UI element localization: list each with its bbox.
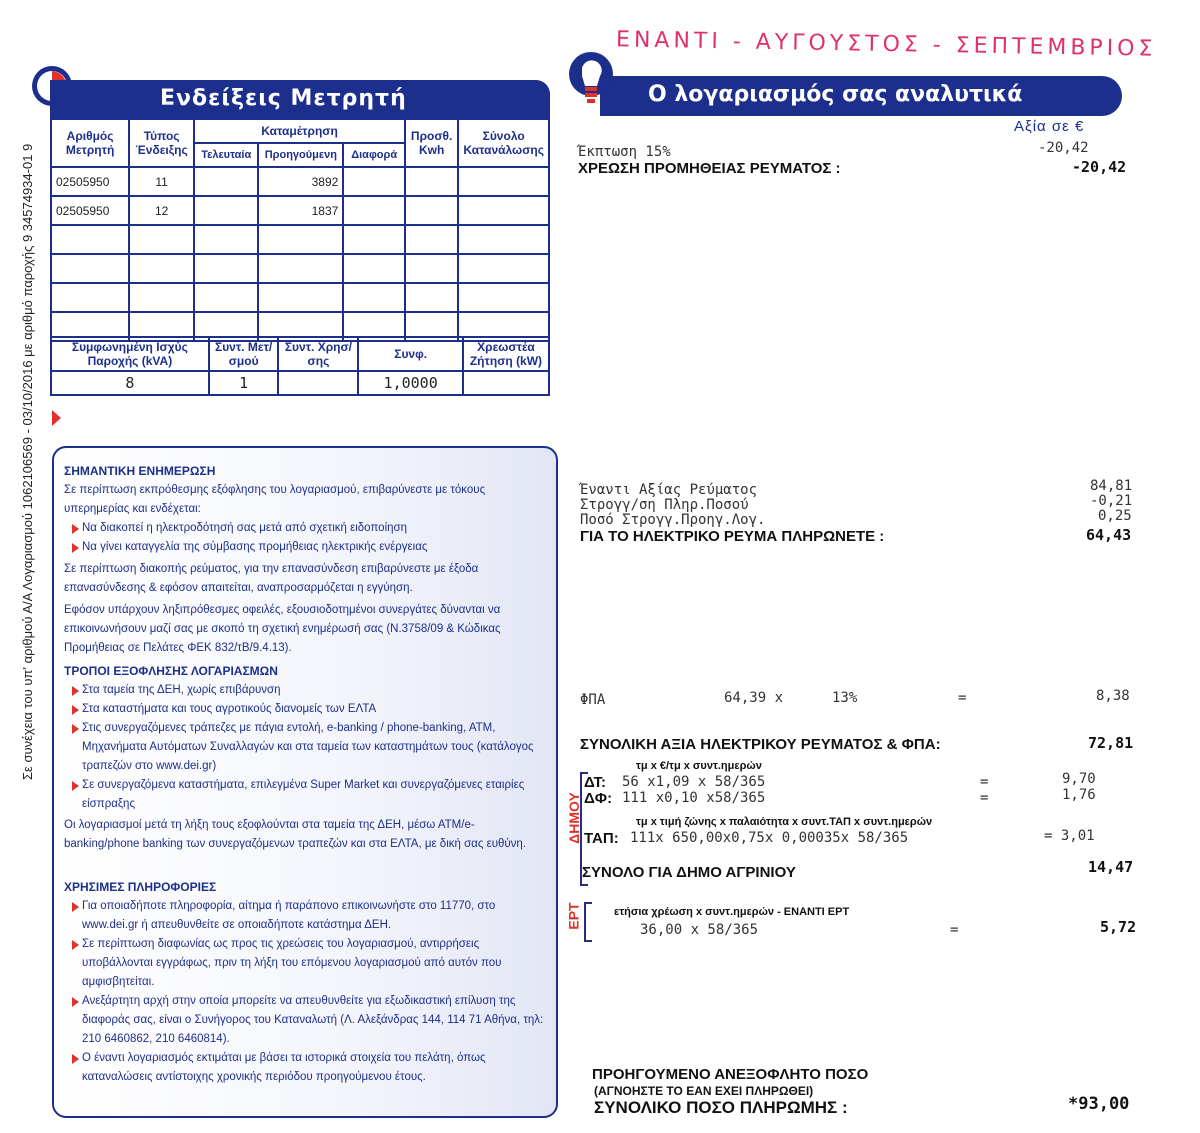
col-meter-coef: Συντ. Μετ/σμού bbox=[209, 337, 279, 371]
cell-total bbox=[458, 225, 549, 254]
table-row bbox=[51, 167, 549, 196]
supply-charge-value: -20,42 bbox=[1072, 158, 1127, 176]
ert-bracket bbox=[584, 902, 592, 942]
info-heading-important: ΣΗΜΑΝΤΙΚΗ ΕΝΗΜΕΡΩΣΗ bbox=[64, 464, 216, 478]
cell-previous bbox=[258, 283, 343, 312]
info-bullet: Ανεξάρτητη αρχή στην οποία μπορείτε να απευθυνθείτε για εξωδικαστική επίλυση της διαφοράς σας, είναι ο Συνήγορος του Καταναλωτή (Λ. Αλεξάνδρας 144, 114 71 Αθήνα, τηλ: 210 6460862, 210 6460814). bbox=[64, 992, 544, 1049]
meter-coef-value: 1 bbox=[209, 371, 279, 395]
col-added-kwh: Προσθ. Kwh bbox=[405, 119, 458, 167]
vertical-account-strip: Σε συνέχεια του υπ' αριθμού Α/Α Λογαριασμού 1062106569 - 03/10/2016 με αριθμό παροχής 9 34574934-01 9 bbox=[20, 143, 35, 780]
ert-equals: = bbox=[950, 922, 959, 938]
cell-previous: 3892 bbox=[258, 167, 343, 196]
meter-title: Ενδείξεις Μετρητή bbox=[160, 86, 407, 111]
info-paragraph: Εφόσον υπάρχουν ληξιπρόθεσμες οφειλές, εξουσιοδοτημένοι συνεργάτες δύνανται να επικοινωνήσουν μαζί σας με σκοπό τη σχετική ενημέρωσή σας (Ν.3758/09 & Κώδικας Προμήθειας σε Πελάτες ΦΕΚ 832/τΒ/9.4.13). bbox=[64, 604, 501, 654]
cell-difference bbox=[343, 225, 405, 254]
vat-rate: 13% bbox=[832, 690, 858, 706]
info-bullet: Σε συνεργαζόμενα καταστήματα, επιλεγμένα Super Market και συνεργαζόμενες εταιρίες είσπραξης bbox=[64, 776, 544, 814]
cell-added bbox=[405, 167, 458, 196]
col-measurement: Καταμέτρηση bbox=[194, 119, 405, 143]
dt-formula: 56 x1,09 x 58/365 bbox=[622, 774, 766, 790]
info-paragraph: Σε περίπτωση εκπρόθεσμης εξόφλησης του λογαριασμού, επιβαρύνεστε με τόκους υπερημερίας και ενδέχεται: bbox=[64, 484, 486, 515]
meter-supply-table bbox=[50, 336, 550, 396]
info-paragraph: Οι λογαριασμοί μετά τη λήξη τους εξοφλούνται στα ταμεία της ΔΕΗ, μέσω ΑΤΜ/e-banking/phone banking των συνεργαζόμενων τραπεζών και στα ΕΛΤΑ, με δική σας ευθύνη. bbox=[64, 819, 527, 850]
municipality-total-label: ΣΥΝΟΛΟ ΓΙΑ ΔΗΜΟ ΑΓΡΙΝΙΟΥ bbox=[582, 864, 796, 881]
col-power: Συμφωνημένη Ισχύς Παροχής (kVA) bbox=[51, 337, 209, 371]
info-heading-useful: ΧΡΗΣΙΜΕΣ ΠΛΗΡΟΦΟΡΙΕΣ bbox=[64, 880, 217, 894]
cell-total bbox=[458, 254, 549, 283]
dt-header: τμ x €/τμ x συντ.ημερών bbox=[636, 760, 762, 772]
municipality-total-value: 14,47 bbox=[1088, 858, 1134, 876]
cell-previous bbox=[258, 225, 343, 254]
cell-total bbox=[458, 167, 549, 196]
df-label: ΔΦ: bbox=[584, 790, 613, 807]
cell-difference bbox=[343, 167, 405, 196]
cell-last bbox=[194, 283, 258, 312]
ert-sideword: ΕΡΤ bbox=[565, 902, 582, 930]
col-usage-coef: Συντ. Χρησ/σης bbox=[278, 337, 358, 371]
cell-previous: 1837 bbox=[258, 196, 343, 225]
vat-equals: = bbox=[958, 690, 967, 706]
lightbulb-icon bbox=[566, 50, 616, 120]
col-meter-no: Αριθμός Μετρητή bbox=[51, 119, 129, 167]
tap-header: τμ x τιμή ζώνης x παλαιότητα x συντ.ΤΑΠ x συντ.ημερών bbox=[636, 816, 933, 828]
dt-label: ΔΤ: bbox=[584, 774, 607, 791]
grand-total-value: *93,00 bbox=[1068, 1094, 1130, 1114]
info-section-important bbox=[64, 462, 544, 557]
dt-value: 9,70 bbox=[1062, 771, 1096, 787]
cell-difference bbox=[343, 283, 405, 312]
power-value: 8 bbox=[51, 371, 209, 395]
value-header: Αξία σε € bbox=[1014, 118, 1085, 135]
df-value: 1,76 bbox=[1062, 787, 1096, 803]
cell-last bbox=[194, 167, 258, 196]
info-bullet: Σε περίπτωση διαφωνίας ως προς τις χρεώσεις του λογαριασμού, αντιρρήσεις υποβάλλονται εγγράφως, πριν τη λήξη του επόμενου λογαριασμού από αυτόν που αμφισβητείται. bbox=[64, 935, 544, 992]
vat-base: 64,39 x bbox=[724, 690, 784, 706]
col-difference: Διαφορά bbox=[343, 143, 405, 167]
info-section-useful bbox=[64, 878, 544, 1087]
tap-formula: 111x 650,00x0,75x 0,00035x 58/365 bbox=[630, 830, 909, 846]
round-value: -0,21 bbox=[1090, 493, 1133, 509]
dt-equals: = bbox=[980, 774, 989, 790]
ert-header: ετήσια χρέωση x συντ.ημερών - ΕΝΑΝΤΙ ΕΡΤ bbox=[614, 906, 850, 918]
cell-added bbox=[405, 196, 458, 225]
info-bullet: Στα καταστήματα και τους αγροτικούς διανομείς των ΕΛΤΑ bbox=[64, 700, 544, 719]
tap-value: = 3,01 bbox=[1044, 828, 1095, 844]
prev-unpaid-label: ΠΡΟΗΓΟΥΜΕΝΟ ΑΝΕΞΟΦΛΗΤΟ ΠΟΣΟ bbox=[592, 1066, 869, 1083]
advance-value: 84,81 bbox=[1090, 478, 1133, 494]
usage-coef-value bbox=[278, 371, 358, 395]
electricity-pay-label: ΓΙΑ ΤΟ ΗΛΕΚΤΡΙΚΟ ΡΕΥΜΑ ΠΛΗΡΩΝΕΤΕ : bbox=[580, 528, 885, 545]
cell-last bbox=[194, 196, 258, 225]
handwritten-note: ΕΝΑΝΤΙ - ΑΥΓΟΥΣΤΟΣ - ΣΕΠΤΕΜΒΡΙΟΣ bbox=[615, 27, 1157, 62]
table-row bbox=[51, 254, 549, 283]
cell-meter-no: 02505950 bbox=[51, 196, 129, 225]
cell-type: 12 bbox=[129, 196, 194, 225]
col-reading-type: Τύπος Ένδειξης bbox=[129, 119, 194, 167]
municipality-sideword: ΔΗΜΟΥ bbox=[565, 792, 582, 844]
prev-round-value: 0,25 bbox=[1098, 508, 1132, 524]
info-paragraph: Σε περίπτωση διακοπής ρεύματος, για την επανασύνδεση επιβαρύνεστε με έξοδα επανασύνδεσης & εφόσον απαιτείται, αναπροσαρμόζεται η εγγύηση. bbox=[64, 563, 479, 594]
cell-added bbox=[405, 254, 458, 283]
vat-label: ΦΠΑ bbox=[580, 692, 606, 708]
vat-value: 8,38 bbox=[1096, 688, 1130, 704]
cell-difference bbox=[343, 196, 405, 225]
df-formula: 111 x0,10 x58/365 bbox=[622, 790, 766, 806]
table-row bbox=[51, 225, 549, 254]
info-section-payment bbox=[64, 662, 544, 814]
total-elec-value: 72,81 bbox=[1088, 734, 1134, 752]
col-total-consumption: Σύνολο Κατανάλωσης bbox=[458, 119, 549, 167]
cell-added bbox=[405, 283, 458, 312]
cell-meter-no bbox=[51, 254, 129, 283]
cell-type bbox=[129, 225, 194, 254]
cell-last bbox=[194, 254, 258, 283]
info-bullet: Ο έναντι λογαριασμός εκτιμάται με βάσει τα ιστορικά στοιχεία του πελάτη, όπως καταναλώσεις αντίστοιχης χρονικής περιόδου προηγούμενου έτους. bbox=[64, 1049, 544, 1087]
prev-unpaid-note: (ΑΓΝΟΗΣΤΕ ΤΟ ΕΑΝ ΕΧΕΙ ΠΛΗΡΩΘΕΙ) bbox=[594, 1084, 814, 1098]
grand-total-label: ΣΥΝΟΛΙΚΟ ΠΟΣΟ ΠΛΗΡΩΜΗΣ : bbox=[594, 1098, 848, 1117]
cell-previous bbox=[258, 254, 343, 283]
col-previous: Προηγούμενη bbox=[258, 143, 343, 167]
col-cosphi: Συνφ. bbox=[358, 337, 463, 371]
table-row bbox=[51, 196, 549, 225]
cell-difference bbox=[343, 254, 405, 283]
info-bullet: Να γίνει καταγγελία της σύμβασης προμήθειας ηλεκτρικής ενέργειας bbox=[64, 538, 544, 557]
advance-label: Έναντι Αξίας Ρεύματος bbox=[580, 482, 758, 498]
red-arrow-icon bbox=[52, 410, 61, 426]
cell-type bbox=[129, 254, 194, 283]
col-demand: Χρεωστέα Ζήτηση (kW) bbox=[463, 337, 549, 371]
info-bullet: Για οποιαδήποτε πληροφορία, αίτημα ή παράπονο επικοινωνήστε στο 11770, στο www.dei.gr ή απευθυνθείτε σε οποιαδήποτε κατάστημα ΔΕΗ. bbox=[64, 897, 544, 935]
electricity-pay-value: 64,43 bbox=[1086, 526, 1132, 544]
info-bullet: Στις συνεργαζόμενες τράπεζες με πάγια εντολή, e-banking / phone-banking, ATM, Μηχανήματα Αυτόματων Συναλλαγών και στα ταμεία των καταστημάτων τους (κατάλογος τραπεζών στο www.dei.gr) bbox=[64, 719, 544, 776]
discount-label: Έκπτωση 15% bbox=[578, 144, 671, 160]
cell-meter-no bbox=[51, 225, 129, 254]
meter-readings-table bbox=[50, 118, 550, 342]
cell-type: 11 bbox=[129, 167, 194, 196]
total-elec-label: ΣΥΝΟΛΙΚΗ ΑΞΙΑ ΗΛΕΚΤΡΙΚΟΥ ΡΕΥΜΑΤΟΣ & ΦΠΑ: bbox=[580, 736, 941, 753]
info-bullet: Να διακοπεί η ηλεκτροδότησή σας μετά από σχετική ειδοποίηση bbox=[64, 519, 544, 538]
cell-added bbox=[405, 225, 458, 254]
cosphi-value: 1,0000 bbox=[358, 371, 463, 395]
df-equals: = bbox=[980, 790, 989, 806]
demand-value bbox=[463, 371, 549, 395]
table-row bbox=[51, 283, 549, 312]
cell-meter-no bbox=[51, 283, 129, 312]
info-heading-payment: ΤΡΟΠΟΙ ΕΞΟΦΛΗΣΗΣ ΛΟΓΑΡΙΑΣΜΩΝ bbox=[64, 664, 278, 678]
ert-formula: 36,00 x 58/365 bbox=[640, 922, 759, 938]
tap-label: ΤΑΠ: bbox=[584, 830, 619, 847]
cell-total bbox=[458, 283, 549, 312]
cell-last bbox=[194, 225, 258, 254]
bill-title: Ο λογαριασμός σας αναλυτικά bbox=[648, 82, 1023, 107]
cell-meter-no: 02505950 bbox=[51, 167, 129, 196]
cell-total bbox=[458, 196, 549, 225]
supply-charge-label: ΧΡΕΩΣΗ ΠΡΟΜΗΘΕΙΑΣ ΡΕΥΜΑΤΟΣ : bbox=[578, 160, 841, 177]
col-last: Τελευταία bbox=[194, 143, 258, 167]
cell-type bbox=[129, 283, 194, 312]
ert-value: 5,72 bbox=[1100, 918, 1137, 936]
round-label: Στρογγ/ση Πληρ.Ποσού bbox=[580, 497, 749, 513]
prev-round-label: Ποσό Στρογγ.Προηγ.Λογ. bbox=[580, 512, 766, 528]
info-bullet: Στα ταμεία της ΔΕΗ, χωρίς επιβάρυνση bbox=[64, 681, 544, 700]
discount-value: -20,42 bbox=[1038, 140, 1089, 156]
